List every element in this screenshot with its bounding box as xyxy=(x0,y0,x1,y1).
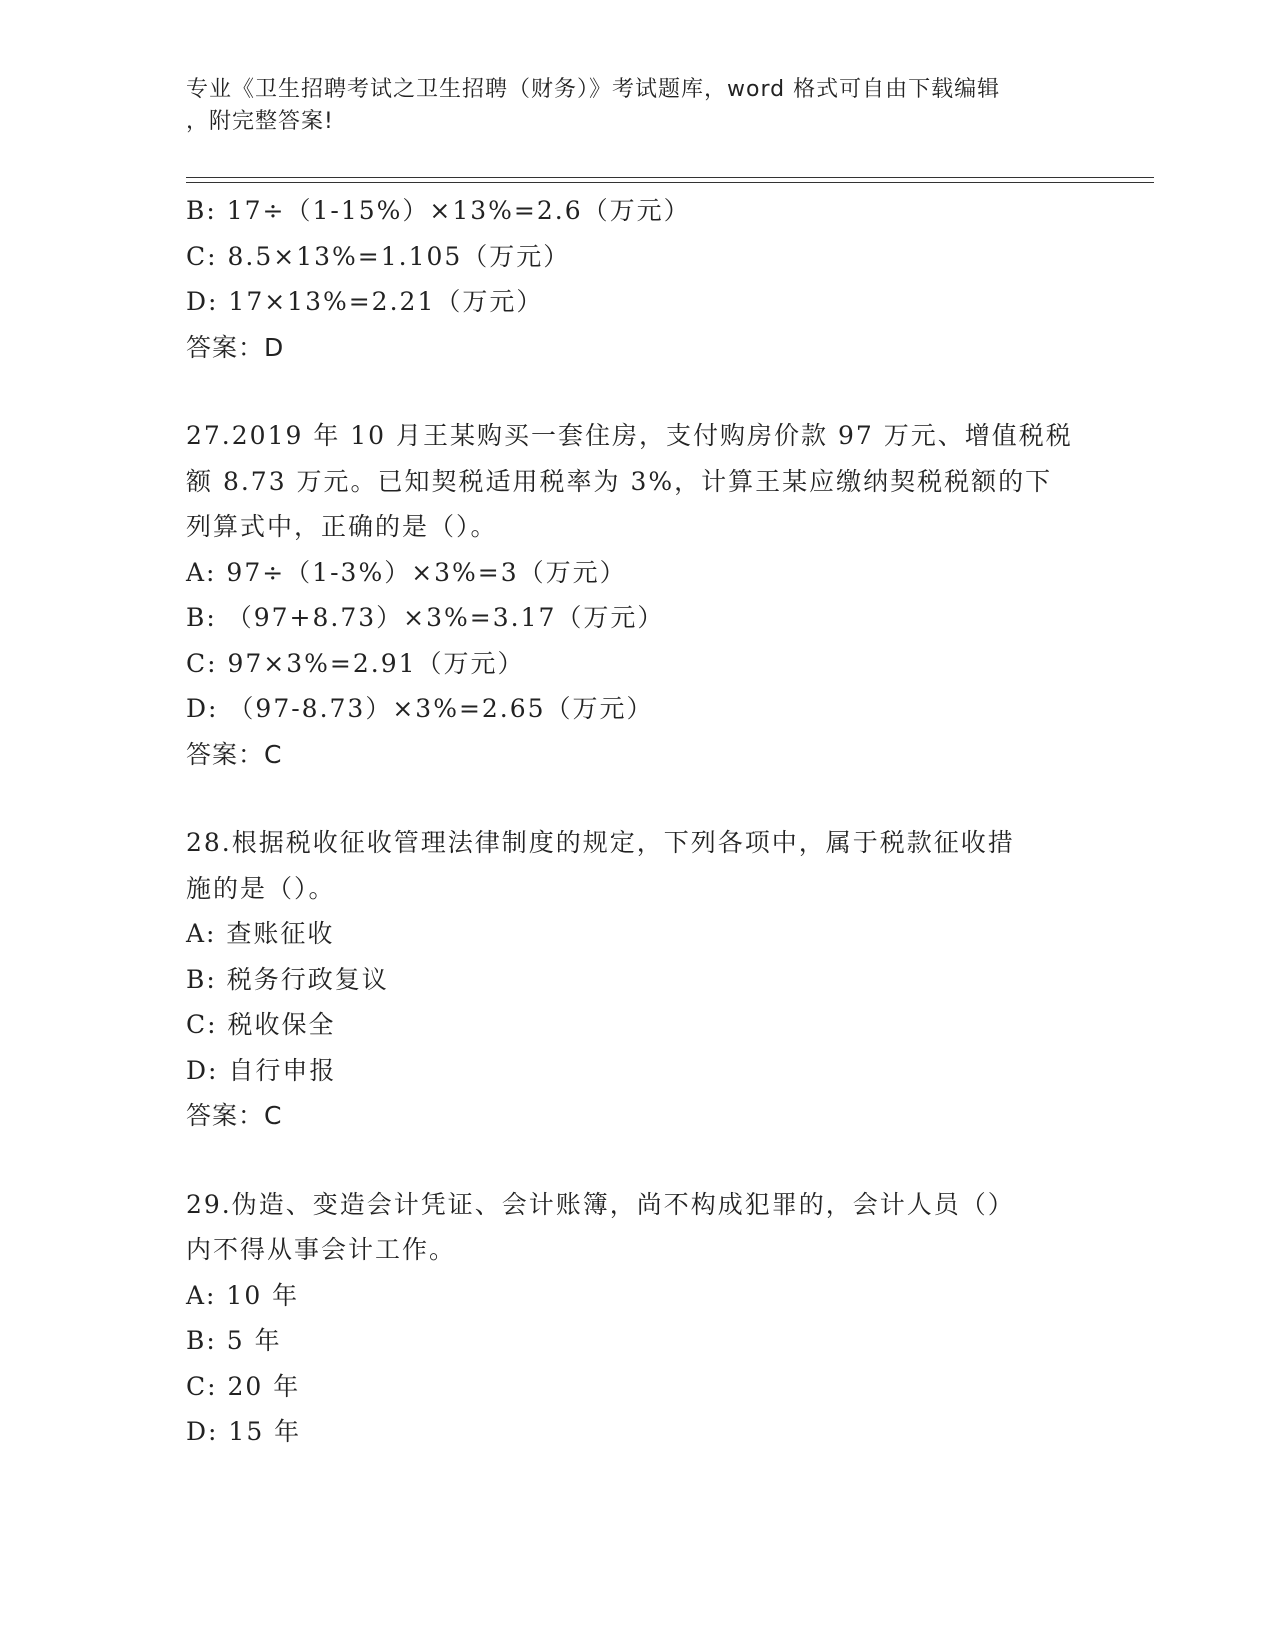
option-d: D: 17×13%=2.21（万元） xyxy=(186,287,544,316)
option-b: B: 税务行政复议 xyxy=(186,964,389,994)
question-26-tail xyxy=(186,188,1086,370)
question-content xyxy=(186,188,1086,1455)
question-stem-line: 内不得从事会计工作。 xyxy=(186,1235,457,1264)
option-c: C: 97×3%=2.91（万元） xyxy=(186,648,525,678)
option-d: D: 15 年 xyxy=(186,1417,302,1446)
question-stem-line: 28.根据税收征收管理法律制度的规定，下列各项中，属于税款征收措 xyxy=(186,828,1015,857)
question-27 xyxy=(186,413,1086,777)
question-stem-line: 施的是（）。 xyxy=(186,873,336,903)
option-a: A: 10 年 xyxy=(186,1280,300,1310)
question-29 xyxy=(186,1182,1086,1455)
option-c: C: 税收保全 xyxy=(186,1010,336,1039)
option-a: A: 97÷（1-3%）×3%=3（万元） xyxy=(186,557,627,587)
spacer xyxy=(186,1139,1086,1182)
option-c: C: 20 年 xyxy=(186,1371,301,1401)
question-stem-line: 29.伪造、变造会计凭证、会计账簿，尚不构成犯罪的，会计人员（） xyxy=(186,1189,1015,1219)
question-stem-line: 列算式中，正确的是（）。 xyxy=(186,512,498,541)
spacer xyxy=(186,777,1086,820)
answer-label: 答案：C xyxy=(186,1101,283,1130)
header-rule-bottom xyxy=(186,182,1154,183)
header-title-line-2: ，附完整答案! xyxy=(186,109,334,134)
header-rule-top xyxy=(186,177,1154,178)
option-a: A: 查账征收 xyxy=(186,919,335,948)
option-d: D: （97-8.73）×3%=2.65（万元） xyxy=(186,694,654,723)
spacer xyxy=(186,370,1086,413)
document-header xyxy=(186,74,1086,138)
option-c: C: 8.5×13%=1.105（万元） xyxy=(186,241,571,271)
question-stem-line: 27.2019 年 10 月王某购买一套住房，支付购房价款 97 万元、增值税税 xyxy=(186,421,1073,450)
answer-label: 答案：D xyxy=(186,332,285,362)
answer-label: 答案：C xyxy=(186,739,283,769)
header-title-line-1: 专业《卫生招聘考试之卫生招聘（财务）》考试题库，word 格式可自由下载编辑 xyxy=(186,77,1001,102)
option-d: D: 自行申报 xyxy=(186,1055,337,1085)
option-b: B: 5 年 xyxy=(186,1326,282,1355)
option-b: B: （97+8.73）×3%=3.17（万元） xyxy=(186,603,665,632)
question-28 xyxy=(186,820,1086,1139)
question-stem-line: 额 8.73 万元。已知契税适用税率为 3%，计算王某应缴纳契税税额的下 xyxy=(186,466,1053,496)
option-b: B: 17÷（1-15%）×13%=2.6（万元） xyxy=(186,196,691,225)
